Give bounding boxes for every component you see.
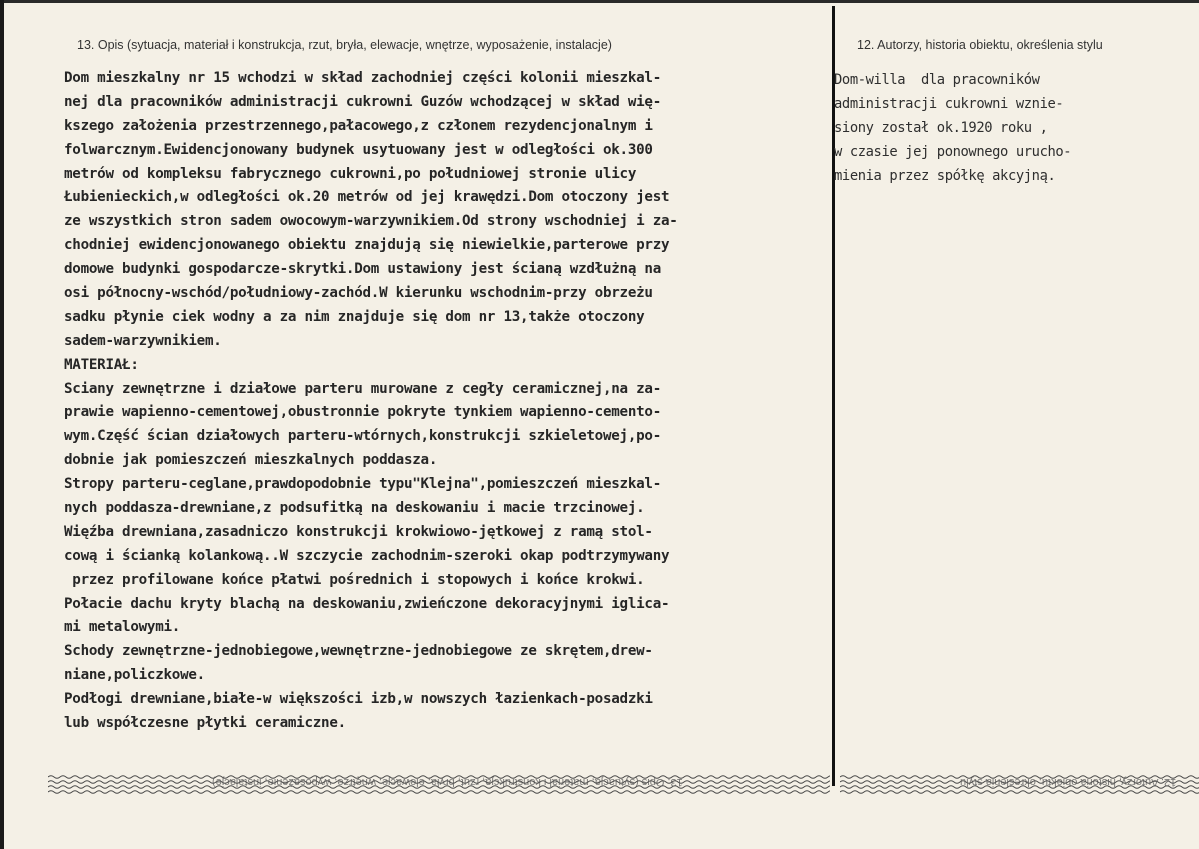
history-line: administracji cukrowni wznie- bbox=[834, 95, 1064, 112]
description-line: sadem-warzywnikiem. bbox=[64, 332, 222, 349]
description-line: Więźba drewniana,zasadniczo konstrukcji krokwiowo-jętkowej z ramą stol- bbox=[64, 523, 653, 540]
description-line: cową i ścianką kolankową..W szczycie zachodnim-szeroki okap podtrzymywany bbox=[64, 547, 670, 564]
description-line: Dom mieszkalny nr 15 wchodzi w skład zachodniej części kolonii mieszkal- bbox=[64, 70, 661, 86]
description-line: folwarcznym.Ewidencjonowany budynek usytuowany jest w odległości ok.300 bbox=[64, 141, 653, 158]
description-line: przez profilowane końce płatwi pośrednich i stopowych i końce krokwi. bbox=[64, 571, 645, 588]
description-line: metrów od kompleksu fabrycznego cukrowni,po południowej stronie ulicy bbox=[64, 165, 637, 182]
history-line: w czasie jej ponownego urucho- bbox=[834, 143, 1072, 160]
description-line: niane,policzkowe. bbox=[64, 667, 205, 684]
mirrored-section-13-header: 13. Opis (sytuacja, materiał i konstrukcja, rzut, bryła, elewacje, wnętrze, wyposażenie, instalacje) bbox=[212, 776, 683, 788]
history-line: Dom-willa dla pracowników bbox=[834, 72, 1040, 88]
description-line: kszego założenia przestrzennego,pałacowego,z członem rezydencjonalnym i bbox=[64, 117, 653, 134]
description-line: nych poddasza-drewniane,z podsufitką na deskowaniu i macie trzcinowej. bbox=[64, 500, 645, 517]
description-line: osi północny-wschód/południowy-zachód.W kierunku wschodnim-przy obrzeżu bbox=[64, 285, 653, 302]
history-line: mienia przez spółkę akcyjną. bbox=[834, 167, 1056, 184]
description-text bbox=[64, 67, 678, 736]
description-line: prawie wapienno-cementowej,obustronnie pokryte tynkiem wapienno-cemento- bbox=[64, 404, 661, 421]
section-13-header: 13. Opis (sytuacja, materiał i konstrukcja, rzut, bryła, elewacje, wnętrze, wyposażenie, instalacje) bbox=[77, 38, 612, 52]
wavy-line bbox=[48, 791, 830, 794]
description-line: lub współczesne płytki ceramiczne. bbox=[64, 715, 346, 732]
section-12-header: 12. Autorzy, historia obiektu, określenia stylu bbox=[857, 38, 1103, 52]
description-line: Łubienieckich,w odległości ok.20 metrów od jej krawędzi.Dom otoczony jest bbox=[64, 189, 670, 206]
description-line: mi metalowymi. bbox=[64, 619, 181, 636]
description-line: Stropy parteru-ceglane,prawdopodobnie typu"Klejna",pomieszczeń mieszkal- bbox=[64, 476, 661, 493]
description-line: MATERIAŁ: bbox=[64, 356, 139, 373]
description-line: chodniej ewidencjonowanego obiektu znajdują się niewielkie,parterowe przy bbox=[64, 237, 670, 254]
left-border bbox=[0, 0, 4, 849]
description-line: wym.Część ścian działowych parteru-wtórnych,konstrukcji szkieletowej,po- bbox=[64, 428, 661, 445]
description-line: Schody zewnętrzne-jednobiegowe,wewnętrzne-jednobiegowe ze skrętem,drew- bbox=[64, 643, 653, 660]
description-line: Podłogi drewniane,białe-w większości izb,w nowszych łazienkach-posadzki bbox=[64, 691, 653, 708]
description-line: dobnie jak pomieszczeń mieszkalnych poddasza. bbox=[64, 452, 438, 469]
description-line: domowe budynki gospodarcze-skrytki.Dom ustawiony jest ścianą wzdłużną na bbox=[64, 261, 661, 278]
description-line: nej dla pracowników administracji cukrowni Guzów wchodzącej w skład wię- bbox=[64, 93, 661, 110]
history-text bbox=[834, 69, 1071, 188]
history-line: siony został ok.1920 roku , bbox=[834, 119, 1048, 136]
description-line: ze wszystkich stron sadem owocowym-warzywnikiem.Od strony wschodniej i za- bbox=[64, 213, 678, 230]
description-line: Połacie dachu kryty blachą na deskowaniu,zwieńczone dekoracyjnymi iglica- bbox=[64, 595, 670, 612]
description-line: sadku płynie ciek wodny a za nim znajduje się dom nr 13,także otoczony bbox=[64, 308, 645, 325]
description-line: Sciany zewnętrzne i działowe parteru murowane z cegły ceramicznej,na za- bbox=[64, 380, 661, 397]
top-border bbox=[0, 0, 1199, 3]
wavy-line bbox=[840, 791, 1199, 794]
mirrored-section-12-header: 12. Autorzy, historia obiektu, określenia stylu bbox=[960, 776, 1177, 788]
